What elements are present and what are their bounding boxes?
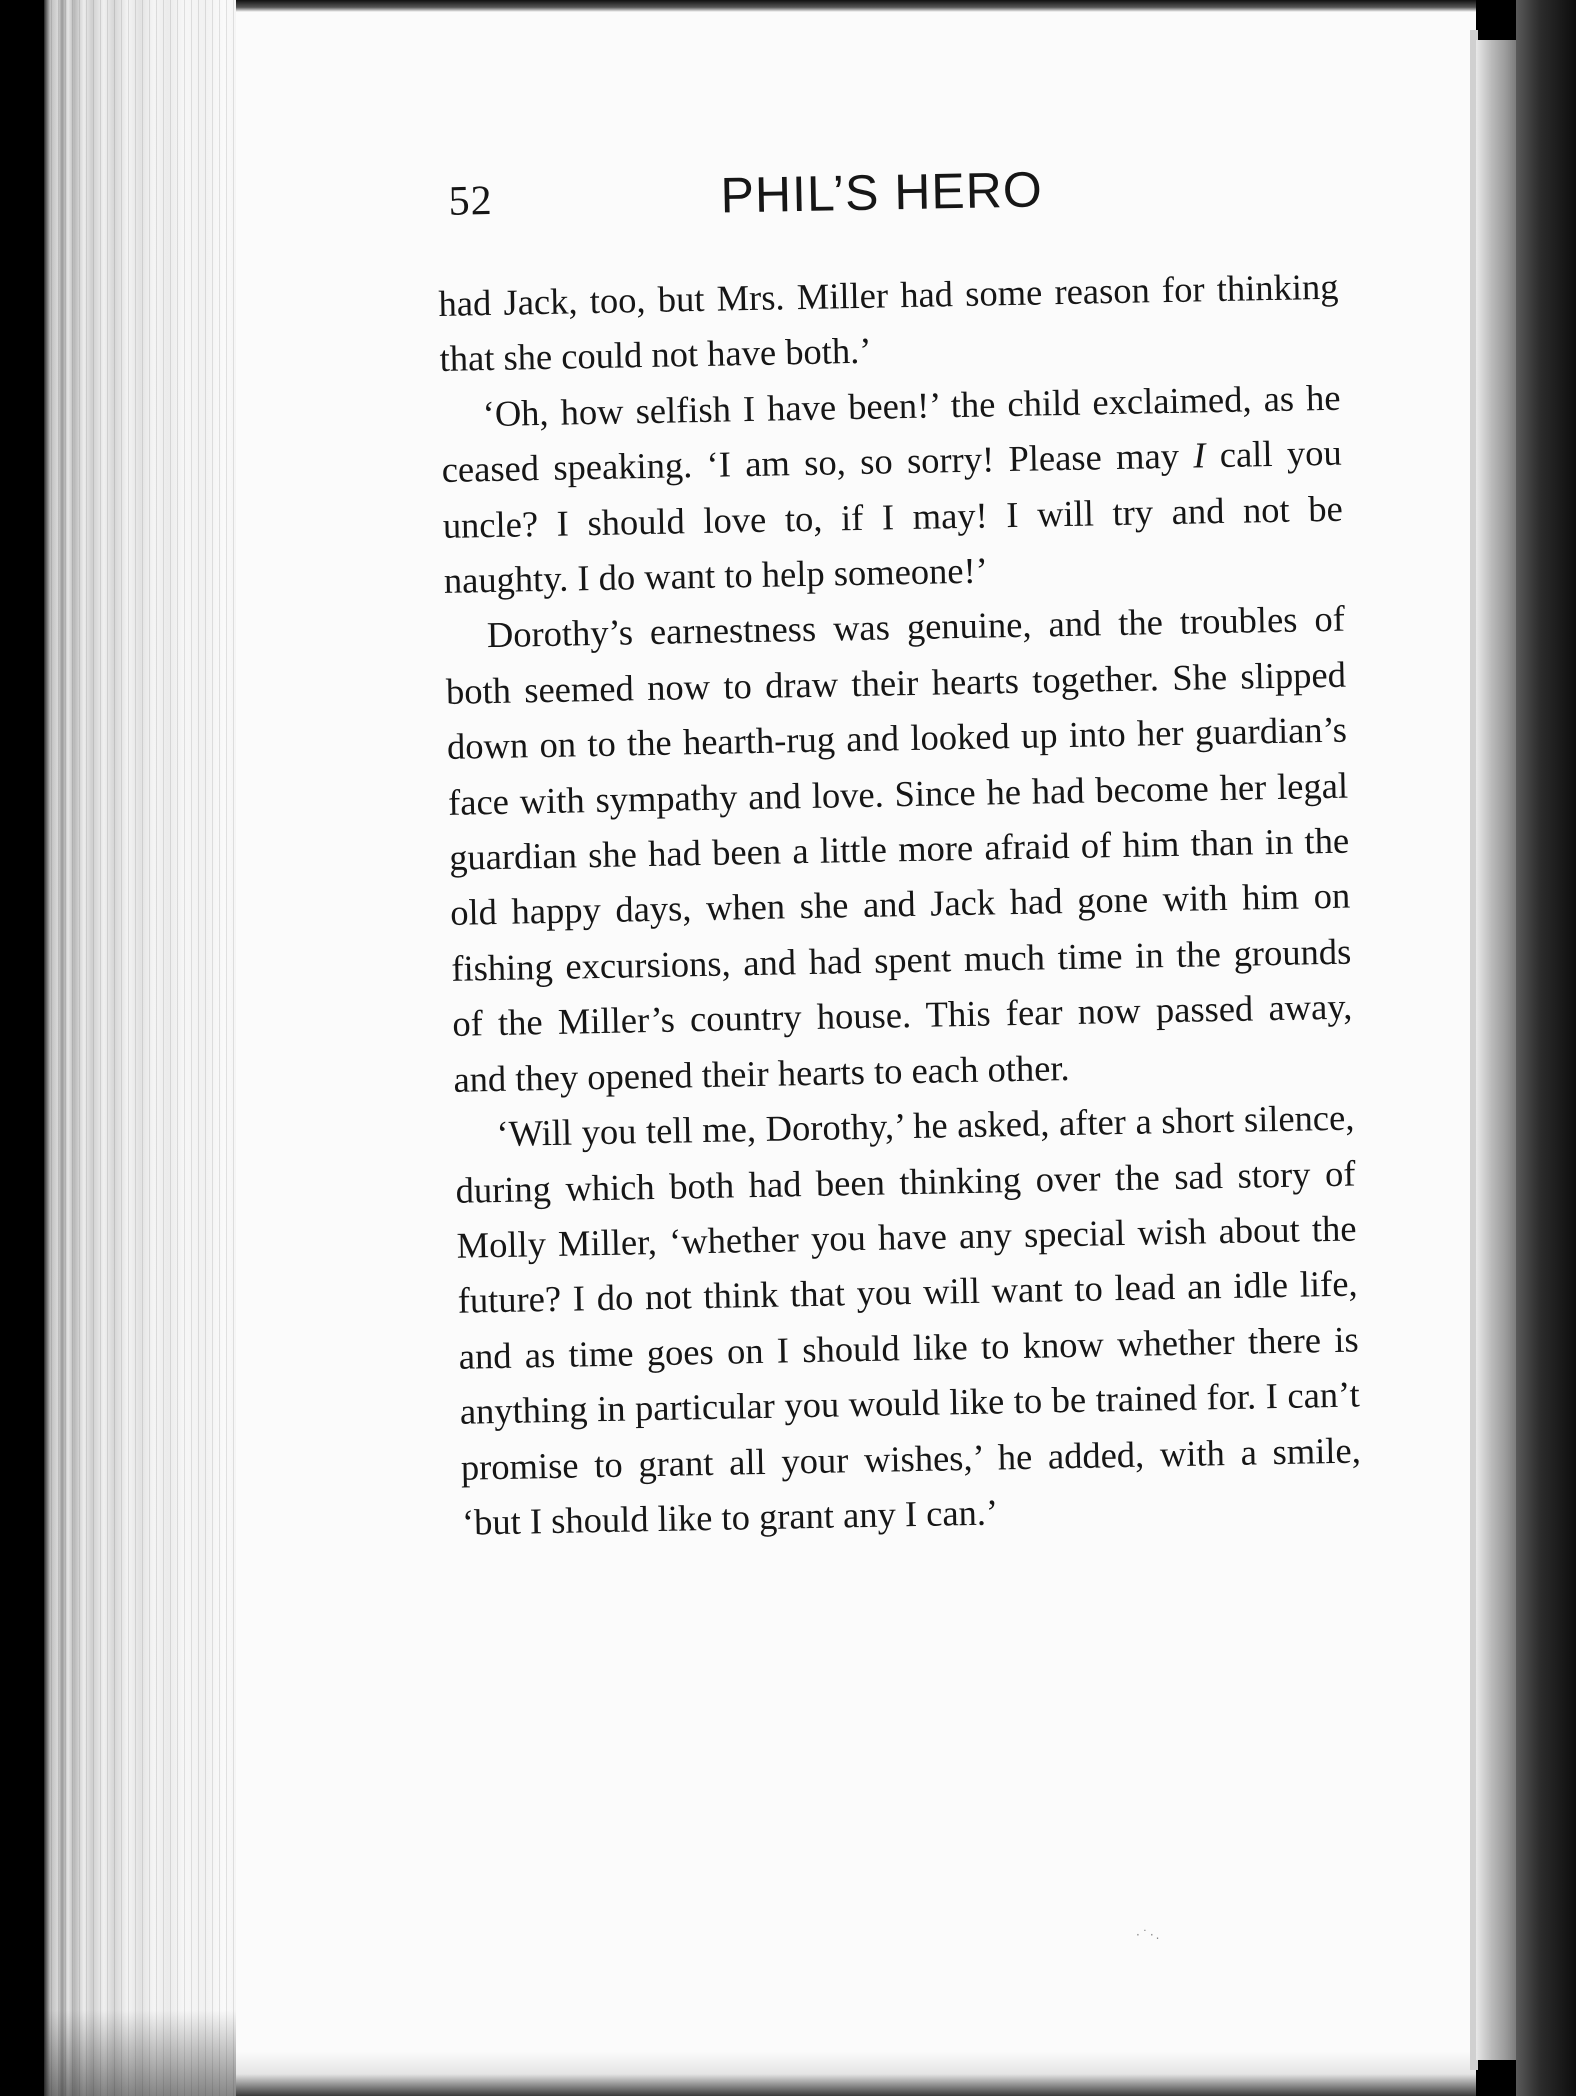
italic-word: I <box>1192 434 1206 476</box>
running-head <box>436 153 1337 250</box>
book-cover-edge <box>1516 0 1576 2096</box>
paragraph <box>440 369 1344 608</box>
page-top-edge <box>236 0 1476 12</box>
print-specks: ·˙·. <box>1136 1928 1162 1942</box>
page-right-fold <box>1476 40 1516 2060</box>
body-text <box>438 259 1362 1550</box>
page-stack-shadow <box>44 2010 254 2096</box>
page-bottom-edge <box>236 2052 1476 2096</box>
paragraph: ‘Will you tell me, Dorothy,’ he asked, after a short silence, during which both had been thinking over the sad story of Molly Miller, ‘whether you have any special wish about the future? I do not think that you will want to lead an idle life, and as time goes on I should like to know whether there is anything in particular you would like to be trained for. I can’t promise to grant all your wishes,’ he added, with a smile, ‘but I should like to grant any I can.’ <box>455 1096 1362 1543</box>
paragraph-text: call you uncle? I should love to, if I may! I will try and not be naughty. I do want to help someone!’ <box>442 431 1344 601</box>
paragraph-text: ‘Oh, how selfish I have been!’ the child exclaimed, as he ceased speaking. ‘I am so, so sorry! Please may <box>441 376 1341 491</box>
page-stack-edges <box>44 0 254 2096</box>
running-title: PHIL’S HERO <box>720 161 1044 224</box>
paragraph: Dorothy’s earnestness was genuine, and the troubles of both seemed now to draw their hearts together. She slipped down on to the hearth-rug and looked up into her guardian’s face with sympathy and love. Since he had become her legal guardian she had been a little more afraid of him than in the old happy days, when she and Jack had gone with him on fishing excursions, and had spent much time in the grounds of the Miller’s country house. This fear now passed away, and they opened their hearts to each other. <box>445 598 1353 1100</box>
page-number: 52 <box>448 177 494 225</box>
page-text-block <box>436 153 1362 1550</box>
paragraph: had Jack, too, but Mrs. Miller had some reason for thinking that she could not have both.’ <box>438 265 1339 380</box>
